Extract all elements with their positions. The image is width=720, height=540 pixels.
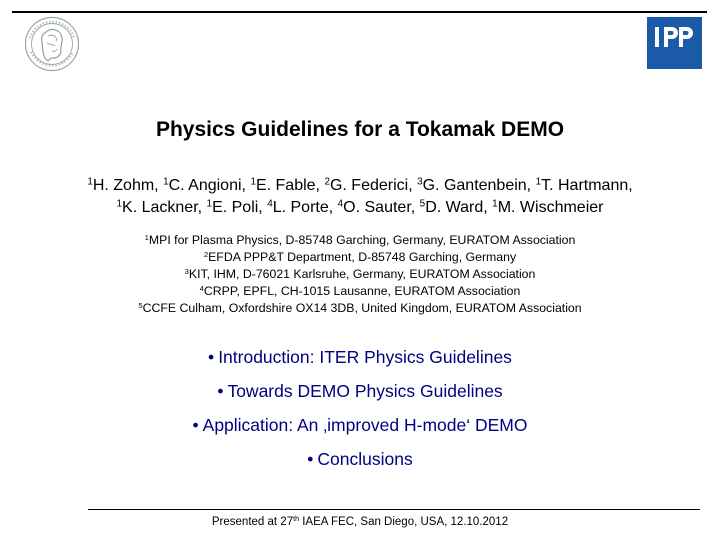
author: $^1$E. Poli, — [206, 198, 263, 216]
author-line-2 — [0, 197, 720, 219]
author: $^4$O. Sauter, — [337, 198, 416, 216]
affiliation: $^4$CRPP, EPFL, CH-1015 Lausanne, EURATOM Association — [199, 283, 521, 298]
top-rule — [12, 11, 707, 13]
outline-item: • Conclusions — [307, 449, 413, 469]
bullet-icon: • — [208, 347, 215, 367]
outline-item: • Application: An ‚improved H-mode‘ DEMO — [192, 415, 528, 435]
slide-title: Physics Guidelines for a Tokamak DEMO — [155, 118, 565, 141]
author: $^1$M. Wischmeier — [492, 198, 604, 216]
author: $^1$E. Fable, — [250, 176, 320, 194]
bullet-icon: • — [307, 449, 314, 469]
bullet-icon: • — [217, 381, 224, 401]
affiliation: $^2$EFDA PPP&T Department, D-85748 Garching, Germany — [203, 249, 517, 264]
author: $^2$G. Federici, — [324, 176, 413, 194]
footer-text: Presented at 27th IAEA FEC, San Diego, USA, 12.10.2012 — [211, 515, 509, 528]
outline-item: • Introduction: ITER Physics Guidelines — [208, 347, 512, 367]
author: $^1$H. Zohm, — [87, 176, 159, 194]
svg-text:IPP: IPP — [669, 57, 680, 63]
footer-rule — [88, 509, 700, 510]
affiliation: $^3$KIT, IHM, D-76021 Karlsruhe, Germany, EURATOM Association — [184, 266, 536, 281]
max-planck-seal-logo — [24, 16, 80, 72]
author: $^1$T. Hartmann, — [535, 176, 633, 194]
author: $^1$C. Angioni, — [163, 176, 246, 194]
ipp-logo — [647, 17, 702, 69]
author-line-1 — [0, 175, 720, 197]
affiliation-list — [0, 232, 720, 317]
author: $^1$K. Lackner, — [116, 198, 203, 216]
author: $^3$G. Gantenbein, — [417, 176, 532, 194]
author: $^5$D. Ward, — [419, 198, 488, 216]
outline-item: • Towards DEMO Physics Guidelines — [217, 381, 503, 401]
author-list — [0, 175, 720, 219]
bullet-icon: • — [192, 415, 199, 435]
author: $^4$L. Porte, — [267, 198, 334, 216]
affiliation: $^5$CCFE Culham, Oxfordshire OX14 3DB, United Kingdom, EURATOM Association — [138, 300, 582, 315]
affiliation: $^1$MPI for Plasma Physics, D-85748 Garching, Germany, EURATOM Association — [144, 232, 576, 247]
